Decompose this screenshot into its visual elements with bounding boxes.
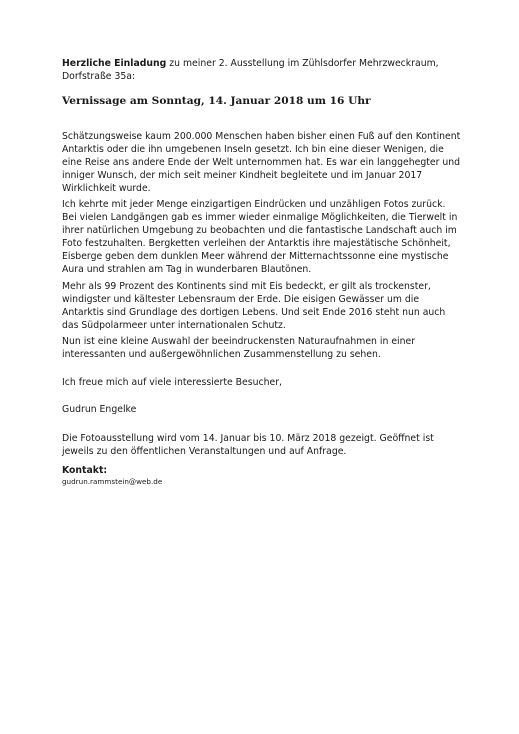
body-paragraph-4 <box>62 335 462 361</box>
invitation-text: zu meiner 2. Ausstellung im Zühlsdorfer Mehrzweckraum, Dorfstraße 35a: <box>62 58 439 82</box>
paragraph-text: Ich kehrte mit jeder Menge einzigartigen Eindrücken und unzähligen Fotos zurück. Bei vielen Landgängen gab es immer wieder einmalige Möglichkeiten, die Tierwelt in ihrer natürlichen Umgebung zu beobachten und die fantastische Landschaft auch im Foto festzuhalten. Bergketten verleihen der Antarktis ihre majestätische Schönheit, Eisberge geben dem dunklen Meer während der Mitternachtssonne eine mystische Aura und strahlen am Tag in wunderbaren Blautönen. <box>62 199 458 275</box>
invitation-line <box>62 57 462 83</box>
exhibition-info-text: Die Fotoausstellung wird vom 14. Januar bis 10. März 2018 gezeigt. Geöffnet ist jeweils zu den öffentlichen Veranstaltungen und auf Anfrage. <box>62 433 434 457</box>
paragraph-text: Mehr als 99 Prozent des Kontinents sind mit Eis bedeckt, er gilt als trockenster, windigster und kältester Lebensraum der Erde. Die eisigen Gewässer um die Antarktis sind Grundlage des dortigen Lebens. Und seit Ende 2016 steht nun auch das Südpolarmeer unter internationalen Schutz. <box>62 281 446 331</box>
closing-text: Ich freue mich auf viele interessierte Besucher, <box>62 377 283 388</box>
signature-text: Gudrun Engelke <box>62 404 137 415</box>
signature <box>62 403 462 416</box>
body-paragraph-1 <box>62 130 462 195</box>
closing-line <box>62 376 462 389</box>
exhibition-info <box>62 432 462 458</box>
body-paragraph-2 <box>62 198 462 276</box>
paragraph-text: Schätzungsweise kaum 200.000 Menschen haben bisher einen Fuß auf den Kontinent Antarktis oder die ihn umgebenen Inseln gesetzt. Ich bin eine dieser Wenigen, die eine Reise ans andere Ende der Welt unternommen hat. Es war ein langgehegter und inniger Wunsch, der mich seit meiner Kindheit begleitete und im Januar 2017 Wirklichkeit wurde. <box>62 131 461 194</box>
contact-block <box>62 464 462 487</box>
invitation-bold: Herzliche Einladung <box>62 58 167 69</box>
contact-email[interactable]: gudrun.rammstein@web.de <box>62 477 163 486</box>
body-paragraph-3 <box>62 280 462 332</box>
contact-label: Kontakt: <box>62 465 108 476</box>
paragraph-text: Nun ist eine kleine Auswahl der beeindruckensten Naturaufnahmen in einer interessanten und außergewöhnlichen Zusammenstellung zu sehen. <box>62 336 416 360</box>
vernissage-heading: Vernissage am Sonntag, 14. Januar 2018 um 16 Uhr <box>62 95 371 107</box>
